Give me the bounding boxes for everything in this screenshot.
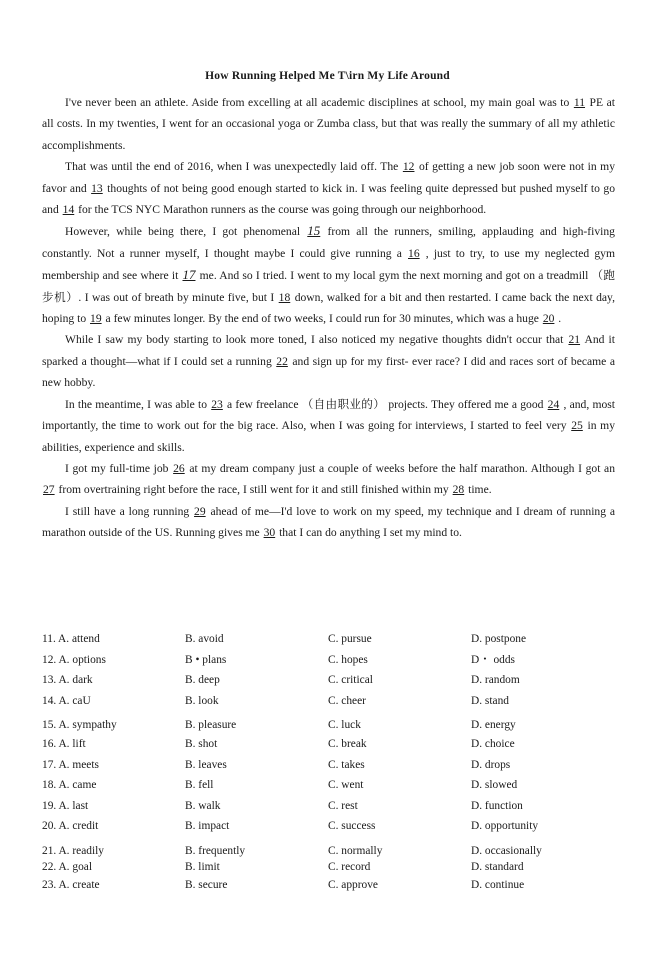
blank-number: 25 [571,419,583,433]
option-a: 22. A. goal [42,860,92,873]
option-a: 12. A. options [42,653,106,666]
option-c: C. luck [328,719,361,732]
option-b: B. deep [185,674,220,687]
option-a: 15. A. sympathy [42,719,117,732]
article-body [42,92,615,544]
option-a: 16. A. lift [42,737,86,750]
question-row [42,796,642,817]
question-row [42,844,642,860]
option-c: C. normally [328,844,383,857]
option-c: C. success [328,820,376,833]
question-row [42,860,642,876]
question-row [42,755,642,776]
option-d: D. drops [471,758,511,771]
option-c: C. hopes [328,653,368,666]
article-paragraph: I still have a long running 29 ahead of me—I'd love to work on my speed, my technique and I dream of running a marathon outside of the US. Running gives me 30 that I can do anything I set my mind to. [42,504,615,540]
option-b: B. avoid [185,633,224,645]
option-d: D. continue [471,879,525,892]
blank-number: 13 [91,181,103,195]
option-b: B. shot [185,737,218,750]
option-c: C. rest [328,799,358,812]
option-b: B • plans [185,653,227,666]
option-d: D・ odds [471,653,515,666]
article-paragraph: I've never been an athlete. Aside from excelling at all academic disciplines at school, my main goal was to 11 PE at all costs. In my twenties, I went for an occasional yoga or Zumba class, but that was really the summary of all my athletic accomplishments. [42,96,615,152]
blank-number: 14 [62,203,75,217]
option-b: B. walk [185,799,221,812]
article-paragraph: I got my full-time job 26 at my dream company just a couple of weeks before the half marathon. Although I got an 27 from overtraining right before the race, I still went for it and still finished within my 28 time. [43,461,615,497]
blank-number: 20 [542,312,555,326]
blank-number: 15 [307,223,321,239]
option-d: D. occasionally [471,844,542,857]
blank-number: 28 [452,483,465,497]
blank-number: 29 [194,504,206,518]
option-d: D. postpone [471,633,527,645]
question-row [42,691,642,712]
option-b: B. impact [185,820,230,833]
blank-number: 23 [211,397,223,411]
option-a: 23. A. create [42,879,100,892]
option-a: 11. A. attend [42,633,100,645]
article-title: How Running Helped Me T\irn My Life Around [205,70,450,82]
question-row [42,734,642,755]
blank-number: 11 [573,96,586,109]
option-c: C. approve [328,879,378,892]
option-d: D. standard [471,860,524,873]
option-c: C. pursue [328,633,372,645]
blank-number: 24 [547,397,560,411]
blank-number: 21 [568,333,581,347]
blank-number: 30 [263,526,276,540]
blank-number: 27 [43,483,55,497]
blank-number: 17 [182,267,196,283]
blank-number: 19 [90,312,102,326]
option-d: D. slowed [471,779,518,792]
question-row [42,775,642,796]
article-paragraph: That was until the end of 2016, when I was unexpectedly laid off. The 12 of getting a new job soon were not in my favor and 13 thoughts of not being good enough started to kick in. I was feeling quite depressed but pushed myself to go and 14 for the TCS NYC Marathon runners as the course was going through our neighborhood. [42,160,615,217]
question-row [42,816,642,837]
option-b: B. pleasure [185,719,237,732]
blank-number: 26 [173,461,185,475]
option-a: 13. A. dark [42,674,93,687]
option-a: 18. A. came [42,779,97,792]
blank-number: 18 [278,290,291,304]
question-row [42,718,642,734]
option-b: B. secure [185,879,228,892]
option-b: B. limit [185,860,220,873]
option-c: C. record [328,860,371,873]
option-a: 20. A. credit [42,820,99,833]
option-b: B. look [185,694,219,707]
article-paragraph: While I saw my body starting to look more toned, I also noticed my negative thoughts didn't occur that 21 And it sparked a thought—what if I could set a running 22 and sign up for my first- ever race? I did and races sort of became a new hobby. [42,333,615,390]
blank-number: 12 [402,160,415,174]
option-b: B. leaves [185,758,227,771]
question-row [42,875,642,896]
option-d: D. energy [471,719,516,732]
article-paragraph: In the meantime, I was able to 23 a few freelance （自由职业的） projects. They offered me a good 24 , and, most importantly, the time to work out for the big race. Also, when I was going for interviews, I started to feel very 25 in my abilities, experience and skills. [42,397,616,454]
option-a: 17. A. meets [42,758,99,771]
option-c: C. break [328,737,367,750]
option-a: 14. A. caU [42,694,91,707]
option-c: C. critical [328,674,373,687]
option-d: D. random [471,674,520,687]
answer-options [42,629,642,896]
option-a: 19. A. last [42,799,89,812]
option-c: C. takes [328,758,365,771]
option-d: D. choice [471,737,515,750]
option-d: D. function [471,799,523,812]
question-row [42,629,642,650]
option-a: 21. A. readily [42,844,105,857]
blank-number: 22 [276,354,288,368]
article-paragraph: However, while being there, I got phenomenal 15 from all the runners, smiling, applauding and high-fiving constantly. Not a runner myself, I thought maybe I could give running a 16 , just to try, to use my neglected gym membership and see where it 17 me. And so I tried. I went to my local gym the next morning and got on a treadmill （跑步机）. I was out of breath by minute five, but I 18 down, walked for a bit and then restarted. I came back the next day, hoping to 19 a few minutes longer. By the end of two weeks, I could run for 30 minutes, which was a huge 20 . [42,223,615,326]
option-c: C. cheer [328,694,366,707]
question-row [42,650,642,671]
option-b: B. frequently [185,844,246,857]
question-row [42,670,642,691]
option-c: C. went [328,779,364,792]
option-d: D. opportunity [471,820,539,833]
option-b: B. fell [185,779,214,792]
blank-number: 16 [408,246,420,260]
option-d: D. stand [471,694,509,707]
